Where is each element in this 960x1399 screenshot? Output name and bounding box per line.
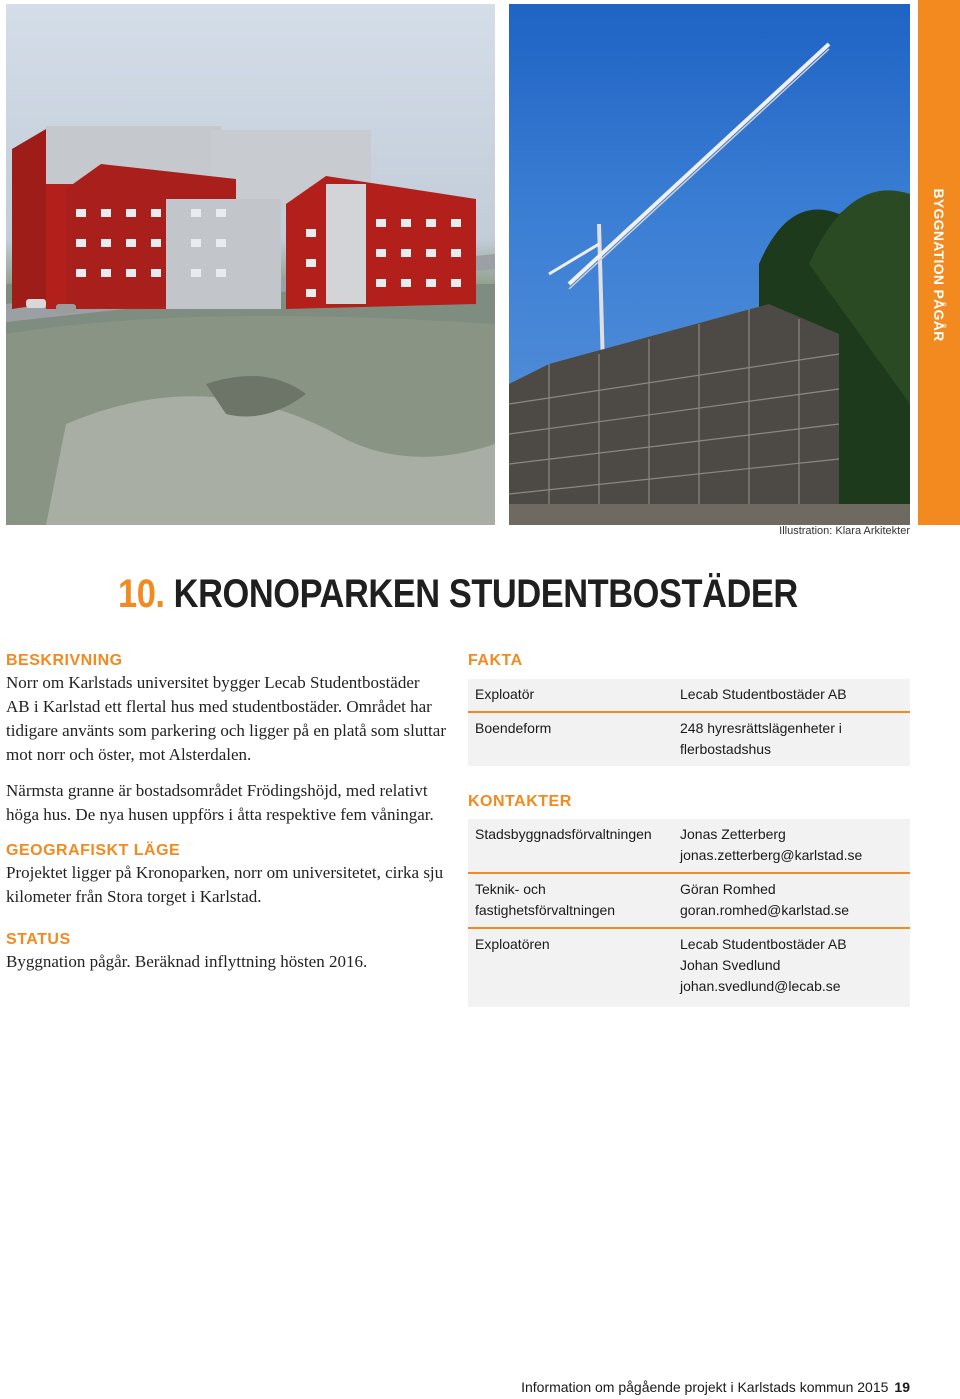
fakta-heading: FAKTA <box>468 652 523 669</box>
fakta-value: 248 hyresrättslägenheter i flerbostadshus <box>680 720 842 757</box>
kontakt-email[interactable]: goran.romhed@karlstad.se <box>680 902 850 918</box>
construction-photo <box>509 4 910 525</box>
geografiskt-heading: GEOGRAFISKT LÄGE <box>6 842 181 859</box>
status-heading: STATUS <box>6 931 71 948</box>
kontakt-name: Johan Svedlund <box>680 957 781 973</box>
section-tab-label: BYGGNATION PÅGÅR <box>931 188 947 342</box>
kontakt-value <box>673 929 910 1003</box>
fakta-label: Exploatör <box>475 686 535 702</box>
kontakt-company: Lecab Studentbostäder AB <box>680 936 847 952</box>
beskrivning-paragraph-1: Norr om Karlstads universitet bygger Lecab Studentbostäder AB i Karlstad ett flertal hus med studentbostäder. Området har tidigare använts som parkering och ligger på en platå som sluttar mot norr och öster, mot Alsterdalen. <box>6 673 446 764</box>
beskrivning-paragraph-2: Närmsta granne är bostadsområdet Frödingshöjd, med relativt höga hus. De nya husen uppförs i åtta respektive fem våningar. <box>6 781 434 824</box>
left-column <box>6 652 446 974</box>
project-number: 10. <box>118 572 165 616</box>
kontakt-name: Jonas Zetterberg <box>680 826 786 842</box>
kontakter-heading: KONTAKTER <box>468 793 572 810</box>
footer-text: Information om pågående projekt i Karlstads kommun 2015 <box>521 1379 889 1395</box>
section-tab <box>918 0 960 525</box>
fakta-label: Boendeform <box>475 720 552 736</box>
geografiskt-text: Projektet ligger på Kronoparken, norr om universitetet, cirka sju kilometer från Stora torget i Karlstad. <box>6 863 444 906</box>
kontakter-table <box>468 819 910 1007</box>
kontakt-value <box>673 874 910 927</box>
fakta-row <box>468 713 910 766</box>
page-number: 19 <box>894 1379 910 1395</box>
fakta-table <box>468 679 910 766</box>
page-footer <box>521 1379 910 1395</box>
kontakt-label: Teknik- och fastighetsförvaltningen <box>475 881 616 918</box>
beskrivning-heading: BESKRIVNING <box>6 652 123 669</box>
kontakt-label: Exploatören <box>475 936 550 952</box>
kontakt-row <box>468 819 910 874</box>
page-title <box>118 572 798 617</box>
project-name: KRONOPARKEN STUDENTBOSTÄDER <box>173 572 798 616</box>
status-text: Byggnation pågår. Beräknad inflyttning hösten 2016. <box>6 952 368 971</box>
photo-credit: Illustration: Klara Arkitekter <box>779 525 910 537</box>
fakta-row <box>468 679 910 713</box>
kontakt-label: Stadsbyggnadsförvaltningen <box>475 826 652 842</box>
kontakt-name: Göran Romhed <box>680 881 776 897</box>
kontakt-email[interactable]: johan.svedlund@lecab.se <box>680 978 841 994</box>
kontakt-row <box>468 874 910 929</box>
kontakt-email[interactable]: jonas.zetterberg@karlstad.se <box>680 847 863 863</box>
kontakt-row <box>468 929 910 1007</box>
rendering-image <box>6 4 495 525</box>
kontakt-value <box>673 819 910 872</box>
fakta-value: Lecab Studentbostäder AB <box>680 686 847 702</box>
